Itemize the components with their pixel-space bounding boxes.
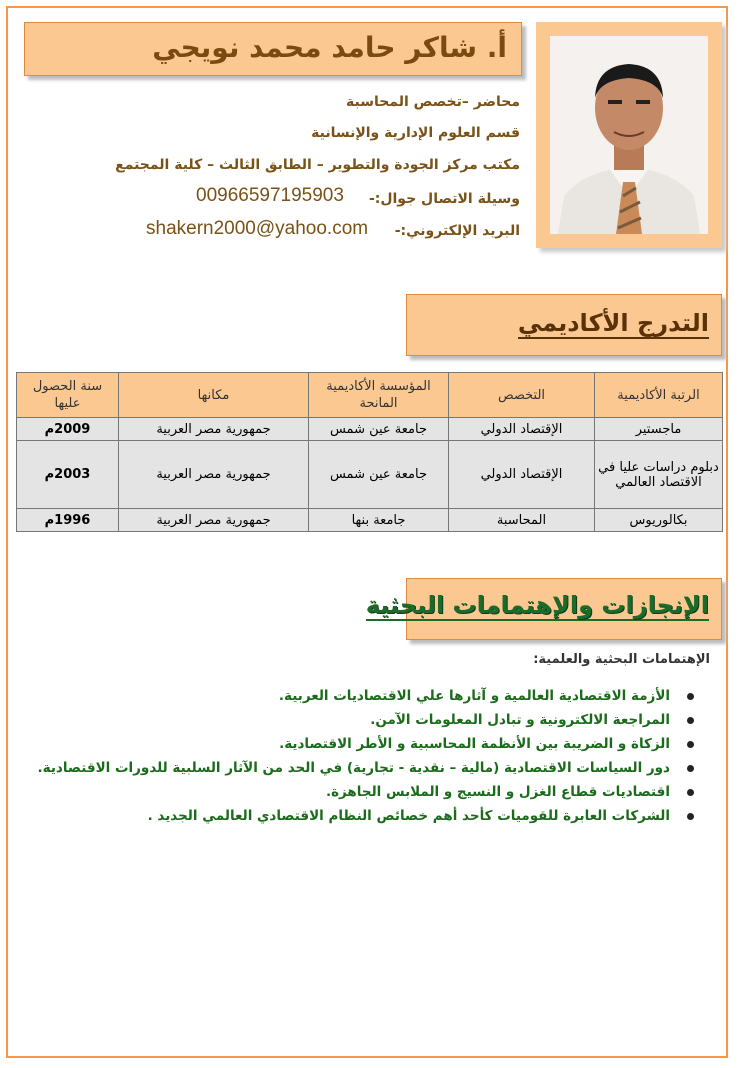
list-item xyxy=(38,756,694,780)
research-list xyxy=(38,684,694,828)
list-item-text: دور السياسات الاقتصادية (مالية – نقدية - تجارية) في الحد من الآثار السلبية للدورات الاقتصادية. xyxy=(37,760,670,776)
cell-year: 2009م xyxy=(17,418,119,441)
list-item xyxy=(38,804,694,828)
cell-institution: جامعة عين شمس xyxy=(309,441,449,509)
email-address: shakern2000@yahoo.com xyxy=(146,218,369,239)
table-row xyxy=(17,509,723,532)
cell-rank: ماجستير xyxy=(595,418,723,441)
cell-year: 2003م xyxy=(17,441,119,509)
list-item-text: المراجعة الالكترونية و تبادل المعلومات الآمن. xyxy=(370,712,670,728)
header-specialty: التخصص xyxy=(449,373,595,418)
cell-location: جمهورية مصر العربية xyxy=(119,418,309,441)
bullet-icon xyxy=(687,789,694,796)
research-heading: الإنجازات والإهتمامات البحثية xyxy=(365,591,709,619)
profile-photo xyxy=(550,36,708,234)
list-item xyxy=(38,708,694,732)
cell-specialty: الإقتصاد الدولي xyxy=(449,441,595,509)
email-label: البريد الإلكتروني:- xyxy=(394,223,520,239)
photo-frame xyxy=(536,22,722,248)
bullet-icon xyxy=(687,741,694,748)
cell-location: جمهورية مصر العربية xyxy=(119,509,309,532)
department: قسم العلوم الإدارية والإنسانية xyxy=(311,125,520,141)
header-year: سنة الحصول عليها xyxy=(17,373,119,418)
academic-table xyxy=(16,372,723,532)
academic-heading: التدرج الأكاديمي xyxy=(517,309,709,337)
list-item-text: الشركات العابرة للقوميات كأحد أهم خصائص النظام الاقتصادي العالمي الجديد . xyxy=(147,808,670,824)
academic-heading-box xyxy=(406,294,722,356)
cell-rank: بكالوريوس xyxy=(595,509,723,532)
table-header-row xyxy=(17,373,723,418)
phone-label: وسيلة الاتصال جوال:- xyxy=(368,191,520,207)
list-item-text: اقتصاديات قطاع الغزل و النسيج و الملابس الجاهزة. xyxy=(325,784,670,800)
research-heading-box xyxy=(365,578,722,640)
name-banner xyxy=(24,22,522,76)
person-name: أ. شاكر حامد محمد نويجي xyxy=(152,31,507,64)
header-rank: الرتبة الأكاديمية xyxy=(595,373,723,418)
table-row xyxy=(17,441,723,509)
list-item-text: الزكاة و الضريبة بين الأنظمة المحاسبية و الأطر الاقتصادية. xyxy=(279,736,670,752)
list-item xyxy=(38,684,694,708)
list-item-text: الأزمة الاقتصادية العالمية و آثارها علي الاقتصاديات العربية. xyxy=(278,688,670,704)
job-title: محاضر –تخصص المحاسبة xyxy=(345,94,520,110)
cell-institution: جامعة بنها xyxy=(309,509,449,532)
list-item xyxy=(38,732,694,756)
bullet-icon xyxy=(687,717,694,724)
cell-location: جمهورية مصر العربية xyxy=(119,441,309,509)
table-row xyxy=(17,418,723,441)
list-item xyxy=(38,780,694,804)
cell-rank: دبلوم دراسات عليا في الاقتصاد العالمي xyxy=(595,441,723,509)
cell-institution: جامعة عين شمس xyxy=(309,418,449,441)
bullet-icon xyxy=(687,693,694,700)
bullet-icon xyxy=(687,765,694,772)
cell-specialty: المحاسبة xyxy=(449,509,595,532)
cell-year: 1996م xyxy=(17,509,119,532)
bullet-icon xyxy=(687,813,694,820)
header-institution: المؤسسة الأكاديمية المانحة xyxy=(309,373,449,418)
office-location: مكتب مركز الجودة والتطوير – الطابق الثالث – كلية المجتمع xyxy=(115,157,520,173)
cell-specialty: الإقتصاد الدولي xyxy=(449,418,595,441)
research-subheading: الإهتمامات البحثية والعلمية: xyxy=(533,652,710,667)
header-location: مكانها xyxy=(119,373,309,418)
phone-number: 00966597195903 xyxy=(196,185,344,206)
